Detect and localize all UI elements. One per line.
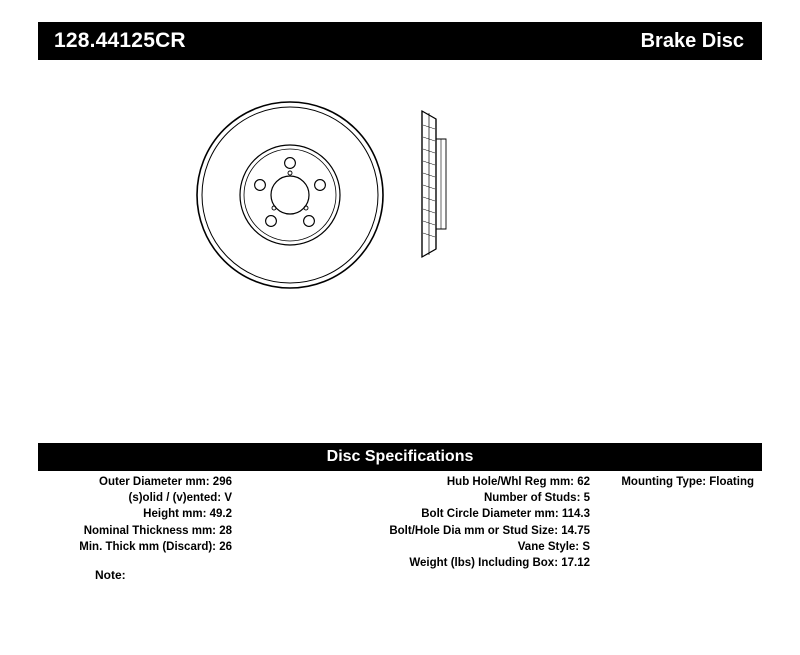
spec-item: Height mm: 49.2 [143, 508, 232, 521]
spec-title-bar [38, 443, 762, 471]
spec-item: Bolt Circle Diameter mm: 114.3 [421, 508, 590, 521]
spec-column-right [598, 474, 762, 571]
spec-item: Min. Thick mm (Discard): 26 [79, 540, 232, 553]
spec-item: Bolt/Hole Dia mm or Stud Size: 14.75 [389, 524, 590, 537]
part-number: 128.44125CR [54, 29, 186, 52]
product-type: Brake Disc [640, 29, 744, 52]
brake-rotor-edge-icon [422, 111, 446, 257]
spec-item: Mounting Type: Floating [621, 476, 754, 488]
brake-rotor-face-icon [197, 102, 383, 288]
spec-item: (s)olid / (v)ented: V [128, 492, 232, 505]
spec-column-left [38, 474, 238, 571]
spec-columns [38, 474, 762, 571]
spec-item: Outer Diameter mm: 296 [99, 476, 232, 488]
header-bar [38, 22, 762, 60]
spec-column-middle [238, 474, 598, 571]
spec-item: Nominal Thickness mm: 28 [83, 524, 232, 537]
product-illustration [190, 95, 520, 295]
note-label: Note: [95, 568, 126, 582]
spec-item: Vane Style: S [517, 540, 590, 553]
spec-item: Hub Hole/Whl Reg mm: 62 [446, 476, 590, 488]
spec-item: Number of Studs: 5 [483, 492, 590, 505]
spec-item: Weight (lbs) Including Box: 17.12 [409, 557, 590, 570]
spec-title: Disc Specifications [326, 448, 474, 465]
